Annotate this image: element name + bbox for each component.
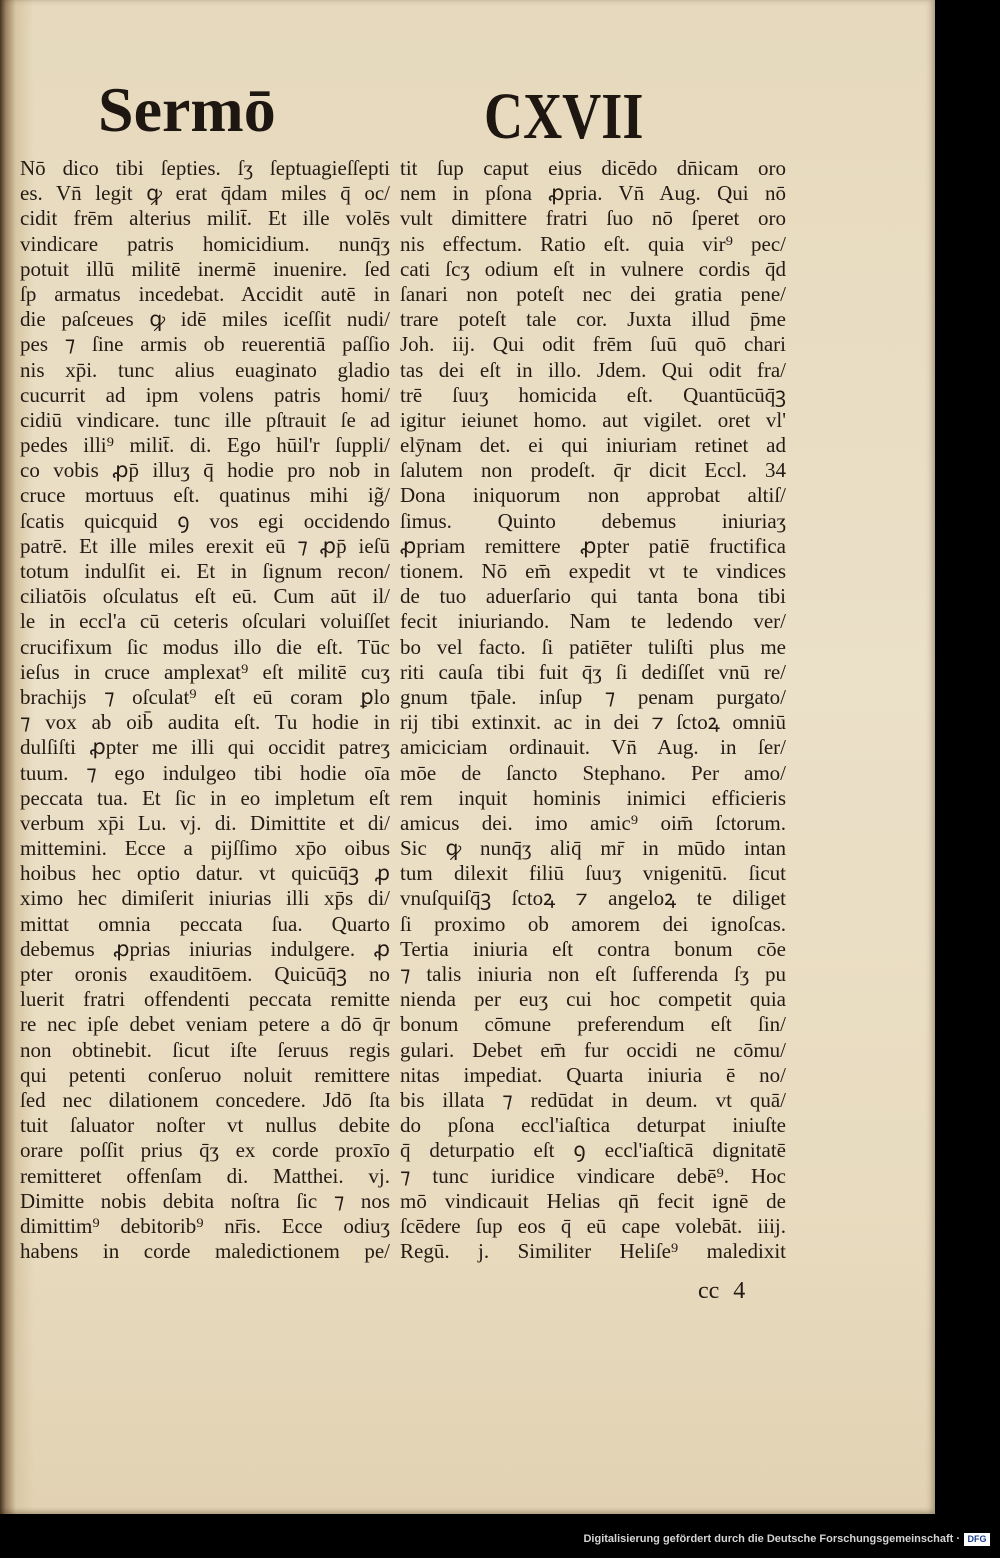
text-line: ximo hec dimiſerit iniurias illi xp̄s di/ [20,886,390,911]
text-line: es. Vn̄ legit ꝙ erat q̄dam miles q̄ oc/ [20,181,390,206]
running-title: Sermō [98,74,276,145]
text-line: amicus dei. imo amic⁹ oim̄ ſctorum. [400,810,786,835]
text-line: mō vindicauit Helias qn̄ fecit ignē de [400,1188,786,1213]
text-line: vult dimittere fratri ſuo nō ſperet oro [400,206,786,231]
text-line: tuit ſaluator noſter vt nullus debite [20,1113,390,1138]
text-line: totum indulſit ei. Et in ſignum recon/ [20,559,390,583]
text-line: patrē. Et ille miles erexit eū ⁊ ꝓp̄ ieſū [20,533,390,558]
text-line: habens in corde maledictionem pe/ [20,1239,390,1264]
text-line: amiciciam ordinauit. Vn̄ Aug. in ſer/ [400,735,786,760]
text-line: hoibus hec optio datur. vt quicūq̄ꝫ ꝓ [20,861,390,886]
text-line: pedes illi⁹ milit̄. di. Ego hūil'r ſuppli/ [20,433,390,458]
text-line: igitur ieiunet homo. aut vigilet. oret vl' [400,407,786,432]
text-line: Tertia iniuria eſt contra bonum cōe [400,936,786,961]
text-line: cucurrit ad ipm volens patris homi/ [20,382,390,407]
signature-mark: cc 4 [698,1278,746,1304]
text-line: debemus ꝓprias iniurias indulgere. ꝓ [20,936,390,961]
text-line: nis effectum. Ratio eſt. quia vir⁹ pec/ [400,231,786,256]
text-line: tionem. Nō em̄ expedit vt te vindices [400,559,786,583]
text-line: die paſceues ꝙ idē miles iceſſit nudi/ [20,307,390,332]
text-line: trare poteſt tale cor. Juxta illud p̄me [400,307,786,332]
text-line: elȳnam det. ei qui iniuriam retinet ad [400,433,786,458]
text-line: non obtinebit. ſicut iſte ſeruus regis [20,1037,390,1062]
text-line: dimittim⁹ debitorib⁹ nr̄is. Ecce odiuʒ [20,1213,390,1238]
text-line: nem in pſona ꝓpria. Vn̄ Aug. Qui nō [400,181,786,206]
text-line: fecit iniuriando. Nam te ledendo ver/ [400,609,786,634]
text-line: nitas impediat. Quarta iniuria ē no/ [400,1062,786,1087]
folio-number: CXVII [484,80,644,153]
text-line: riti cauſa tibi fuit q̄ʒ ſi dediſſet vnū re/ [400,659,786,684]
text-line: le in eccl'a cū ceteris oſculari voluiſſet [20,609,390,634]
text-line: trē ſuuʒ homicida eſt. Quantūcūq̄ꝫ [400,382,786,407]
text-line: cruce mortuus eſt. quatinus mihi ig̃/ [20,483,390,508]
text-line: ſanari non poteſt nec dei gratia pene/ [400,281,786,306]
text-line: bo vel facto. ſi patiēter tuliſti plus me [400,634,786,659]
text-line: Sic ꝙ nunq̄ʒ aliq̄ mr̄ in mūdo intan [400,836,786,861]
text-line: gnum tp̄ale. inſup ⁊ penam purgato/ [400,684,786,709]
text-line: Dona iniquorum non approbat altiſ/ [400,483,786,508]
text-line: ſi proximo ob amorem dei ignoſcas. [400,911,786,936]
text-line: luerit fratri offendenti peccata remitte [20,987,390,1012]
text-line: verbum xp̄i Lu. vj. di. Dimittite et di/ [20,810,390,835]
text-line: ſcēdere ſup eos q̄ eū cape volebāt. iiij. [400,1213,786,1238]
text-line: vnuſquiſq̄ꝫ ſctoꝝ ⁊ angeloꝝ te diliget [400,886,786,911]
text-line: cidit frēm alterius milit̄. Et ille volēs [20,206,390,231]
text-line: ꝓpriam remittere ꝓpter patiē fructifica [400,533,786,558]
text-line: bonum cōmune preferendum eſt ſin/ [400,1012,786,1037]
text-line: ſimus. Quinto debemus iniuriaʒ [400,508,786,533]
text-line: co vobis ꝓp̄ illuʒ q̄ hodie pro nob in [20,458,390,483]
text-line: gulari. Debet em̄ fur occidi ne cōmu/ [400,1037,786,1062]
text-column-left [20,156,390,1264]
funding-credit: Digitalisierung gefördert durch die Deutsche Forschungsgemeinschaft · [583,1533,960,1545]
text-line: tuum. ⁊ ego indulgeo tibi hodie oīa [20,760,390,785]
text-line: ſcatis quicquid ꝯ vos egi occidendo [20,508,390,533]
text-line: q̄ deturpatio eſt ꝯ eccl'iaſticā dignitatē [400,1138,786,1163]
text-line: tas dei eſt in illo. Jdem. Qui odit fra/ [400,357,786,382]
text-line: mittemini. Ecce a pijſſimo xp̄o oibus [20,836,390,861]
text-line: pes ⁊ ſine armis ob reuerentiā paſſio [20,332,390,357]
text-line: ſed nec dilationem concedere. Jdō ſta [20,1087,390,1112]
text-column-right [400,156,786,1264]
text-line: orare poſſit prius q̄ʒ ex corde proxīo [20,1138,390,1163]
text-line: ciliatōis oſculatus eſt eū. Cum aūt il/ [20,584,390,609]
text-line: ieſus in cruce amplexat⁹ eſt militē cuʒ [20,659,390,684]
text-line: crucifixum ſic modus illo die eſt. Tūc [20,634,390,659]
text-line: mittat omnia peccata ſua. Quarto [20,911,390,936]
text-line: Joh. iij. Qui odit frēm ſuū quō chari [400,332,786,357]
text-line: brachijs ⁊ oſculat⁹ eſt eū coram ꝑlo [20,684,390,709]
text-line: nis xp̄i. tunc alius euaginato gladio [20,357,390,382]
text-line: Regū. j. Similiter Heliſe⁹ maledixit [400,1239,786,1264]
text-line: tum dilexit filiū ſuuʒ vnigenitū. ſicut [400,861,786,886]
text-line: Dimitte nobis debita noſtra ſic ⁊ nos [20,1188,390,1213]
text-line: do pſona eccl'iaſtica deturpat iniuſte [400,1113,786,1138]
text-line: rem inquit hominis inimici efficieris [400,785,786,810]
text-line: de tuo aduerſario qui tanta bona tibi [400,584,786,609]
text-line: vindicare patris homicidium. nunq̄ʒ [20,231,390,256]
text-line: remitteret offenſam di. Matthei. vj. [20,1163,390,1188]
text-line: peccata tua. Et ſic in eo impletum eſt [20,785,390,810]
text-line: ſalutem non prodeſt. q̄r dicit Eccl. 34 [400,458,786,483]
text-line: mōe de ſancto Stephano. Per amo/ [400,760,786,785]
text-line: ⁊ talis iniuria non eſt ſufferenda ſʒ pu [400,962,786,986]
text-line: cidiū vindicare. tunc ille pſtrauit ſe ad [20,407,390,432]
text-line: ⁊ vox ab oib̄ audita eſt. Tu hodie in [20,710,390,735]
text-line: Nō dico tibi ſepties. ſʒ ſeptuagieſſepti [20,156,390,180]
text-line: cati ſcʒ odium eſt in vulnere cordis q̄d [400,256,786,281]
text-line: rij tibi extinxit. ac in dei ⁊ ſctoꝝ omniū [400,710,786,735]
text-line: pter oronis exauditōem. Quicūq̄ꝫ no [20,962,390,986]
text-line: re nec ipſe debet veniam petere a dō q̄r [20,1012,390,1037]
text-line: bis illata ⁊ redūdat in deum. vt quā/ [400,1087,786,1112]
text-line: qui petenti conſeruo noluit remittere [20,1062,390,1087]
text-line: ſp armatus incedebat. Accidit autē in [20,281,390,306]
text-line: tit ſup caput eius dicēdo dn̄icam oro [400,156,786,180]
dfg-logo: DFG [964,1533,990,1546]
text-line: ⁊ tunc iuridice vindicare debē⁹. Hoc [400,1163,786,1188]
text-line: dulſiſti ꝓpter me illi qui occidit patreʒ [20,735,390,760]
text-line: potuit illū militē inermē inuenire. ſed [20,256,390,281]
text-line: nienda per euʒ cui hoc competit quia [400,987,786,1012]
